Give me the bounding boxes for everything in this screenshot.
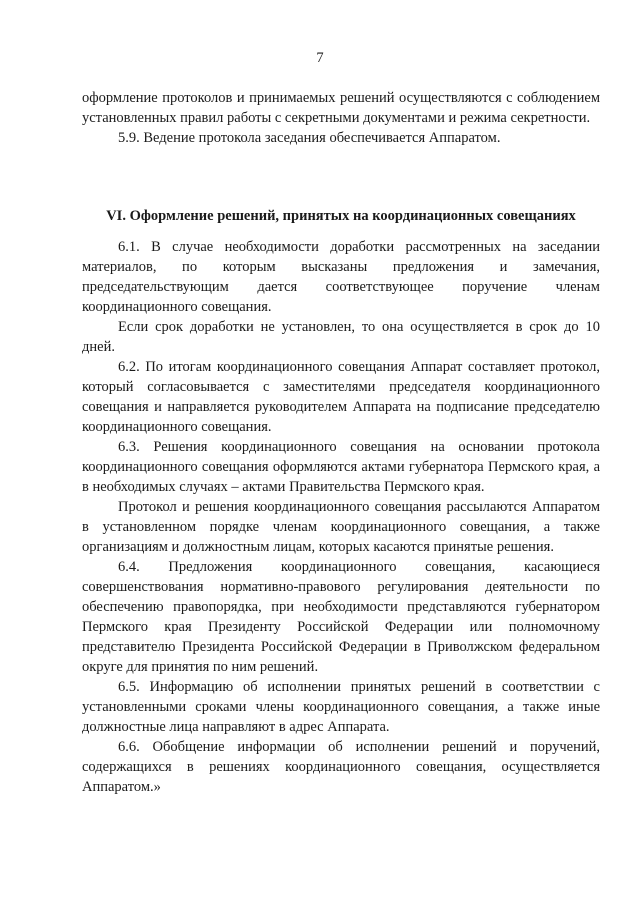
paragraph-6-4: 6.4. Предложения координационного совещания, касающиеся совершенствования нормативно-правового регулирования деятельности по обеспечению правопорядка, при необходимости представляются губернатором Пермского края Президенту Российской Федерации или полномочному представителю Президента Российской Федерации в Приволжском федеральном округе для принятия по ним решений.	[82, 559, 600, 675]
paragraph-6-1-deadline: Если срок доработки не установлен, то она осуществляется в срок до 10 дней.	[82, 319, 600, 355]
section-body	[82, 237, 600, 797]
page-number: 7	[316, 50, 324, 66]
intro-text	[82, 88, 600, 148]
paragraph-6-3: 6.3. Решения координационного совещания на основании протокола координационного совещания оформляются актами губернатора Пермского края, а в необходимых случаях – актами Правительства Пермского края.	[82, 439, 600, 495]
paragraph-5-9: 5.9. Ведение протокола заседания обеспечивается Аппаратом.	[118, 130, 501, 146]
paragraph-6-6: 6.6. Обобщение информации об исполнении решений и поручений, содержащихся в решениях координационного совещания, осуществляется Аппаратом.»	[82, 739, 600, 795]
section-heading: VI. Оформление решений, принятых на координационных совещаниях	[106, 208, 576, 224]
paragraph-6-1: 6.1. В случае необходимости доработки рассмотренных на заседании материалов, по которым высказаны предложения и замечания, председательствующим дается соответствующее поручение членам координационного совещания.	[82, 239, 600, 315]
paragraph-protocol-formatting: оформление протоколов и принимаемых решений осуществляются с соблюдением установленных правил работы с секретными документами и режима секретности.	[82, 90, 600, 126]
paragraph-6-5: 6.5. Информацию об исполнении принятых решений в соответствии с установленными сроками члены координационного совещания, а также иные должностные лица направляют в адрес Аппарата.	[82, 679, 600, 735]
paragraph-6-2: 6.2. По итогам координационного совещания Аппарат составляет протокол, который согласовывается с заместителями председателя координационного совещания и направляется руководителем Аппарата на подписание председателю координационного совещания.	[82, 359, 600, 435]
paragraph-6-3-distribution: Протокол и решения координационного совещания рассылаются Аппаратом в установленном порядке членам координационного совещания, а также организациям и должностным лицам, которых касаются принятые решения.	[82, 499, 600, 555]
